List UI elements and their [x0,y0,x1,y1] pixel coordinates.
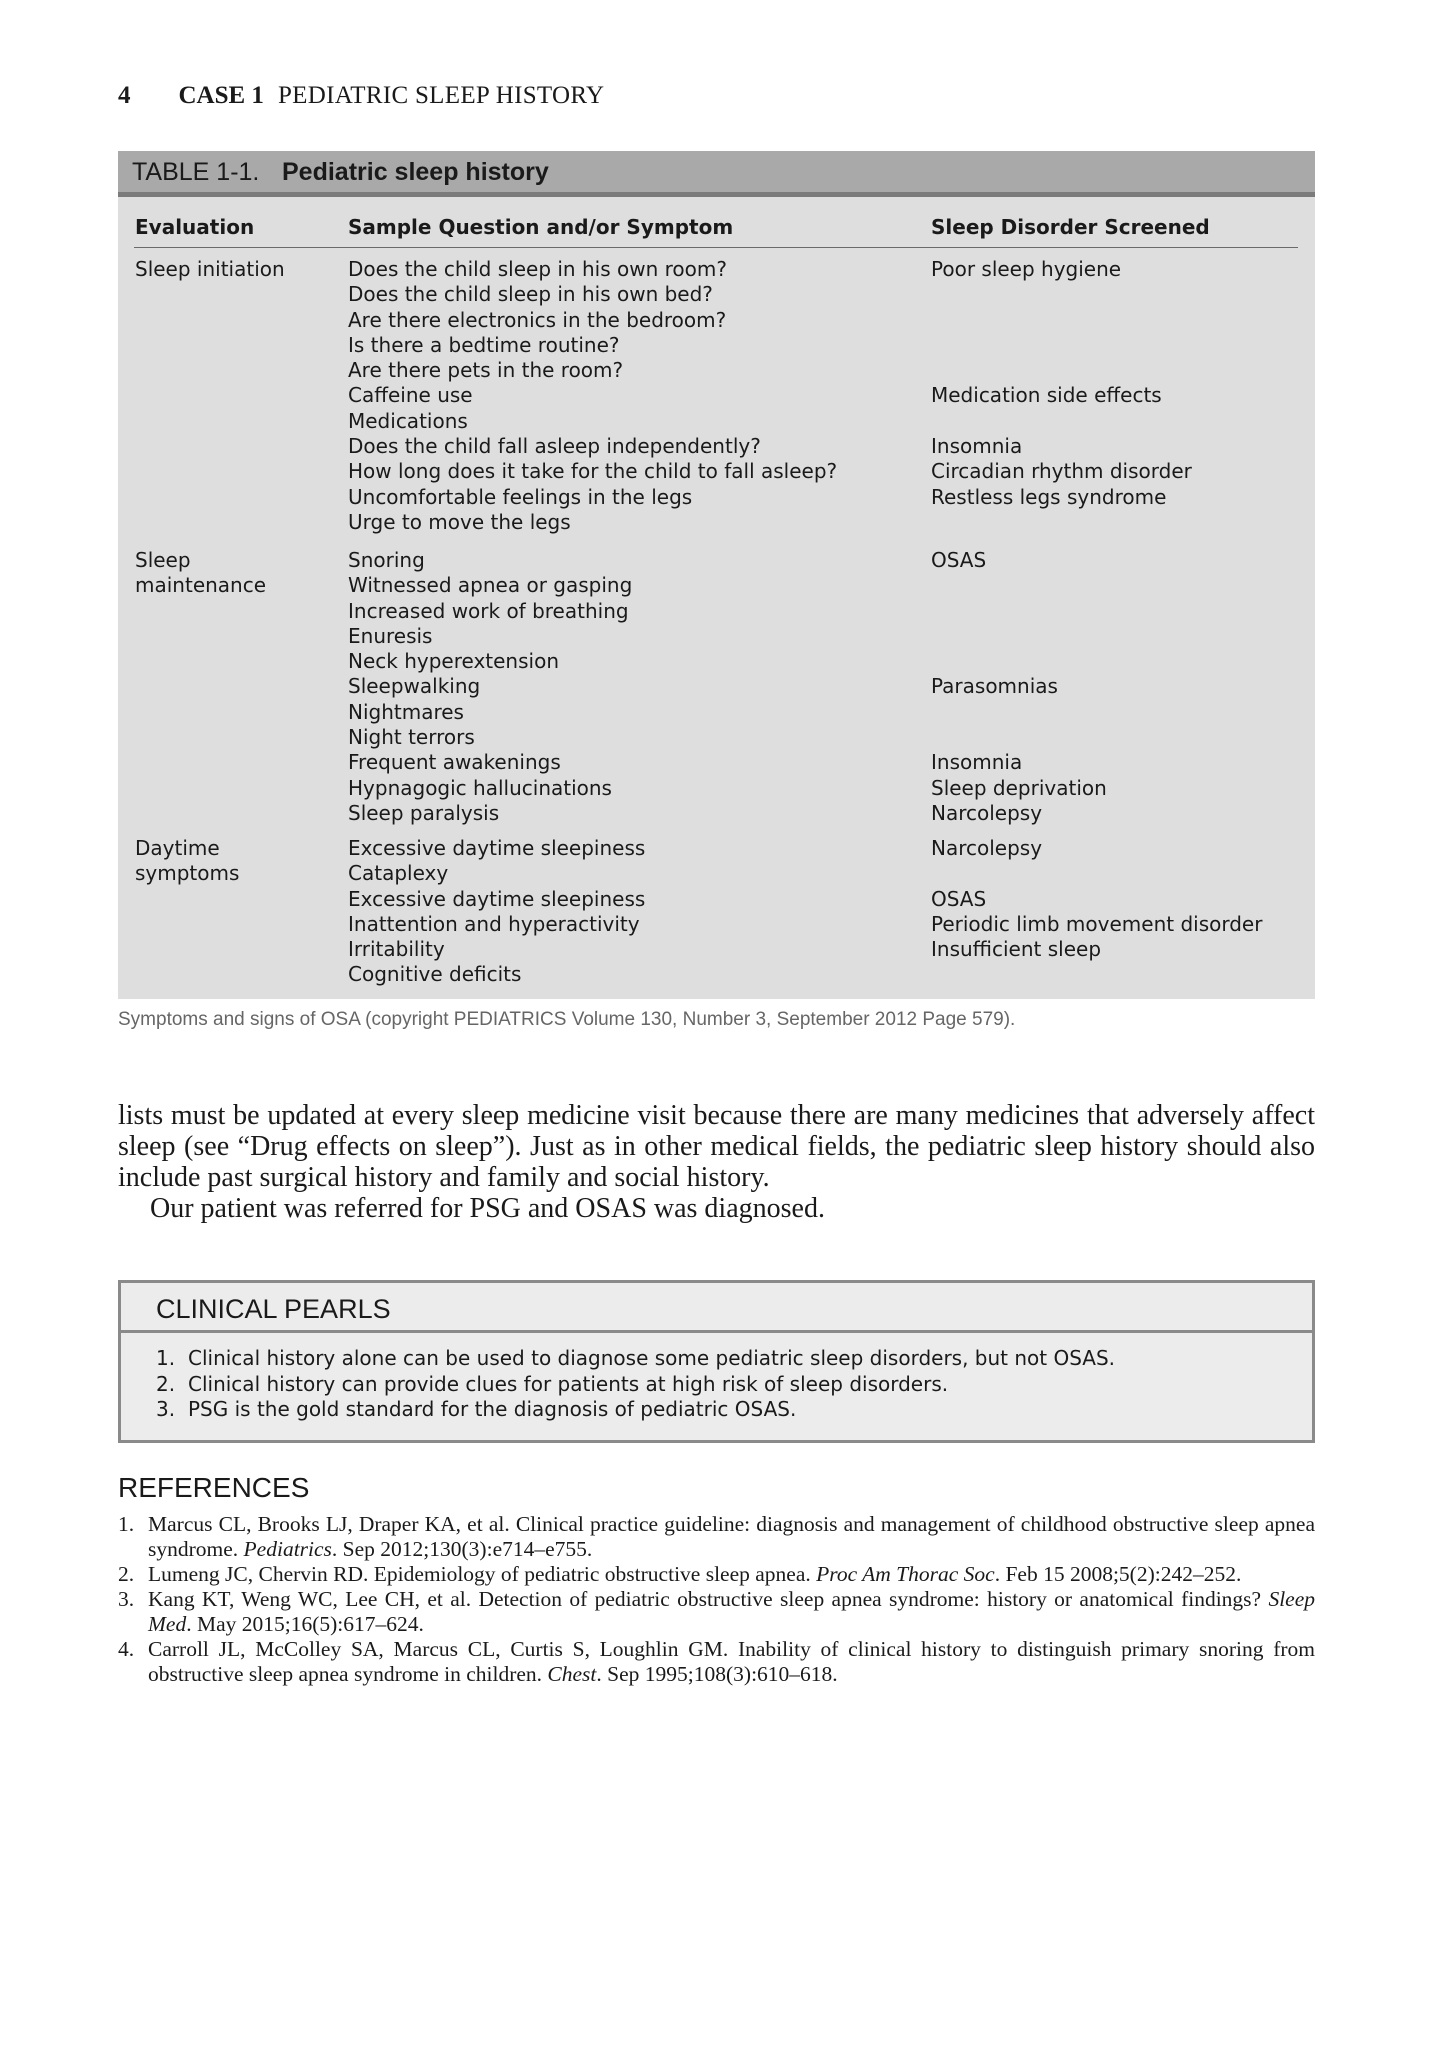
question-line: Enuresis [348,623,433,648]
references-title: REFERENCES [118,1472,310,1503]
table-header-rule [134,247,1298,248]
question-line: Inattention and hyperactivity [348,911,640,936]
question-line: Sleep paralysis [348,800,500,825]
reference-text: Carroll JL, McColley SA, Marcus CL, Curtis S, Loughlin GM. Inability of clinical history to distinguish primary snoring from obstructive sleep apnea syndrome in children. [148,1637,1315,1686]
disorder-line [931,962,1262,987]
clinical-pearls-box [118,1280,1315,1443]
reference-journal: Chest [547,1662,597,1686]
disorder-line: Parasomnias [931,674,1058,699]
disorder-line [931,409,1192,434]
body-paragraph: Our patient was referred for PSG and OSAS was diagnosed. [150,1193,825,1224]
reference-item [118,1637,1315,1687]
disorder-line: Circadian rhythm disorder [931,459,1192,484]
question-line: Neck hyperextension [348,649,559,674]
evaluation-line: Sleep [135,548,191,572]
disorder-line: Medication side effects [931,383,1162,408]
sleep-history-table [118,151,1315,999]
evaluation-line: maintenance [135,573,267,598]
question-cell [348,548,632,826]
pearl-text: PSG is the gold standard for the diagnosis of pediatric OSAS. [188,1397,797,1421]
pearl-item [156,1346,1115,1372]
disorder-line [931,333,1192,358]
disorder-line: Narcolepsy [931,800,1043,825]
disorder-line [931,599,1107,624]
disorder-cell [931,836,1262,988]
reference-citation: . Sep 1995;108(3):610–618. [596,1662,838,1686]
column-header-question: Sample Question and/or Symptom [348,215,734,239]
question-line: Does the child sleep in his own bed? [348,282,713,307]
reference-item [118,1512,1315,1562]
clinical-pearls-title: CLINICAL PEARLS [156,1294,391,1324]
disorder-line [931,573,1107,598]
pearl-number: 3. [156,1397,176,1421]
reference-citation: . May 2015;16(5):617–624. [186,1612,424,1636]
disorder-line [931,358,1192,383]
reference-citation: . Sep 2012;130(3):e714–e755. [331,1537,593,1561]
reference-item [118,1587,1315,1637]
disorder-line: Periodic limb movement disorder [931,911,1263,936]
disorder-line: Poor sleep hygiene [931,257,1122,281]
disorder-line [931,725,1107,750]
question-line: Nightmares [348,699,464,724]
question-line: Does the child fall asleep independently? [348,434,761,459]
case-title: PEDIATRIC SLEEP HISTORY [277,82,605,109]
reference-journal: Pediatrics [243,1537,332,1561]
question-line: Night terrors [348,725,475,750]
reference-journal: Proc Am Thorac Soc [816,1562,995,1586]
disorder-line: OSAS [931,886,987,911]
disorder-line: Insomnia [931,434,1023,459]
question-cell [348,257,837,535]
question-line: Urge to move the legs [348,509,571,534]
pearl-item [156,1372,1115,1398]
evaluation-cell [135,836,335,887]
evaluation-line: symptoms [135,861,240,886]
question-line: Frequent awakenings [348,750,561,775]
question-line: Medications [348,408,468,433]
table-label: TABLE 1-1. [132,158,260,186]
reference-number: 1. [118,1512,135,1536]
disorder-line [931,624,1107,649]
disorder-line: OSAS [931,548,987,572]
body-text [118,1100,1315,1224]
running-header [118,82,604,110]
question-line: Cognitive deficits [348,962,522,987]
question-line: Uncomfortable feelings in the legs [348,484,693,509]
question-line: Cataplexy [348,861,449,886]
question-line: Is there a bedtime routine? [348,332,620,357]
question-line: Irritability [348,937,445,962]
case-label: CASE 1 [178,82,264,109]
disorder-cell [931,548,1107,826]
references-list [118,1512,1315,1687]
question-line: Hypnagogic hallucinations [348,775,612,800]
table-title: Pediatric sleep history [282,158,549,186]
question-line: Caffeine use [348,383,473,408]
question-line: Snoring [348,548,425,572]
disorder-line [931,308,1192,333]
reference-number: 4. [118,1637,135,1661]
body-paragraph: lists must be updated at every sleep medicine visit because there are many medicines that adversely affect sleep (see “Drug effects on sleep”). Just as in other medical fields, the pediatric sleep history should also include past surgical history and family and social history. [118,1100,1315,1193]
question-line: Are there pets in the room? [348,358,624,383]
evaluation-line: Sleep initiation [135,257,285,281]
reference-citation: . Feb 15 2008;5(2):242–252. [994,1562,1242,1586]
clinical-pearls-header [121,1283,1312,1333]
evaluation-cell [135,548,335,599]
reference-text: Kang KT, Weng WC, Lee CH, et al. Detection of pediatric obstructive sleep apnea syndrome: history or anatomical findings? [148,1587,1269,1611]
disorder-line [931,510,1192,535]
question-line: Does the child sleep in his own room? [348,257,727,281]
disorder-cell [931,257,1192,535]
question-line: Are there electronics in the bedroom? [348,307,727,332]
table-title-bar [118,151,1315,197]
disorder-line: Insufficient sleep [931,937,1102,962]
pearl-text: Clinical history alone can be used to diagnose some pediatric sleep disorders, but not OSAS. [188,1346,1116,1370]
reference-number: 3. [118,1587,135,1611]
question-line: Increased work of breathing [348,598,629,623]
reference-item [118,1562,1315,1587]
disorder-line [931,700,1107,725]
evaluation-line: Daytime [135,836,220,860]
reference-text: Marcus CL, Brooks LJ, Draper KA, et al. Clinical practice guideline: diagnosis and management of childhood obstructive sleep apnea syndrome. [148,1512,1315,1561]
reference-journal: Sleep Med [148,1587,1315,1636]
disorder-line: Insomnia [931,750,1023,775]
pearl-item [156,1397,1115,1423]
disorder-line: Sleep deprivation [931,775,1107,800]
question-line: Excessive daytime sleepiness [348,836,646,860]
reference-text: Lumeng JC, Chervin RD. Epidemiology of pediatric obstructive sleep apnea. [148,1562,817,1586]
disorder-line [931,649,1107,674]
disorder-line [931,282,1192,307]
question-line: Excessive daytime sleepiness [348,886,646,911]
question-cell [348,836,645,988]
pearl-text: Clinical history can provide clues for patients at high risk of sleep disorders. [188,1371,949,1396]
evaluation-cell [135,257,335,282]
page-number: 4 [118,82,131,109]
table-caption: Symptoms and signs of OSA (copyright PEDIATRICS Volume 130, Number 3, September 2012 Page 579). [118,1009,1016,1030]
column-header-evaluation: Evaluation [135,215,255,239]
disorder-line [931,861,1262,886]
question-line: How long does it take for the child to fall asleep? [348,459,838,484]
pearl-number: 1. [156,1346,176,1370]
clinical-pearls-list [156,1346,1115,1423]
question-line: Witnessed apnea or gasping [348,573,633,598]
reference-number: 2. [118,1562,135,1586]
question-line: Sleepwalking [348,674,481,699]
disorder-line: Restless legs syndrome [931,484,1167,509]
column-header-disorder: Sleep Disorder Screened [931,215,1210,239]
disorder-line: Narcolepsy [931,836,1043,860]
pearl-number: 2. [156,1371,176,1396]
